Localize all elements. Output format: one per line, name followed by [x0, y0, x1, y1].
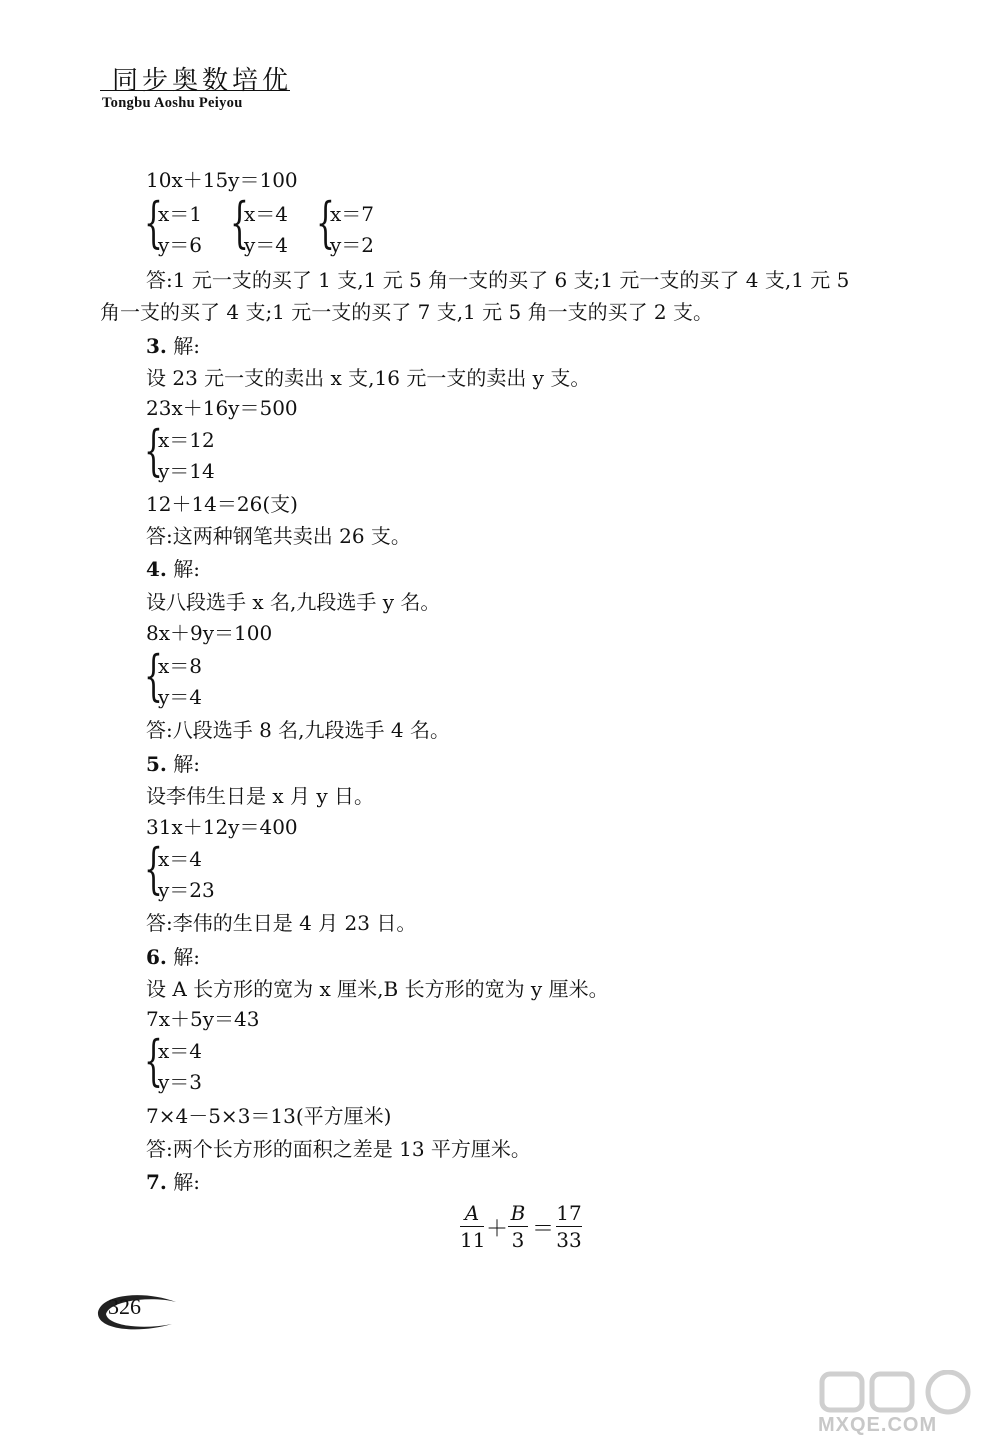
numerator: B	[510, 1201, 526, 1225]
question-3-heading	[146, 334, 200, 358]
solution-x-q3: x＝12	[158, 428, 215, 452]
calc-q3: 12＋14＝26(支)	[146, 492, 298, 516]
solve-label: 解:	[173, 334, 200, 358]
setup-q6: 设 A 长方形的宽为 x 厘米,B 长方形的宽为 y 厘米。	[146, 977, 609, 1001]
fraction-bar	[460, 1226, 484, 1227]
solution-y-q5: y＝23	[158, 878, 215, 902]
question-4-heading	[146, 557, 200, 581]
question-7-heading	[146, 1170, 200, 1194]
solution-x-q6: x＝4	[158, 1039, 203, 1063]
header-rule	[100, 90, 290, 91]
equation-q6: 7x＋5y＝43	[146, 1007, 260, 1031]
numerator: A	[464, 1201, 480, 1225]
answer-q4: 答:八段选手 8 名,九段选手 4 名。	[146, 718, 450, 742]
solution-x-q4: x＝8	[158, 654, 203, 678]
system-x: x＝1	[158, 202, 203, 226]
answer-q2-line2: 角一支的买了 4 支;1 元一支的买了 7 支,1 元 5 角一支的买了 2 支。	[100, 300, 714, 324]
question-number: 5.	[146, 752, 167, 776]
page-number: 326	[108, 1294, 141, 1319]
system-x: x＝4	[244, 202, 289, 226]
question-number: 4.	[146, 557, 167, 581]
answer-q6: 答:两个长方形的面积之差是 13 平方厘米。	[146, 1137, 531, 1161]
setup-q3: 设 23 元一支的卖出 x 支,16 元一支的卖出 y 支。	[146, 366, 591, 390]
brace-icon: {	[144, 837, 163, 900]
equation-q4: 8x＋9y＝100	[146, 621, 273, 645]
fraction-17-over-33	[556, 1202, 582, 1251]
question-5-heading	[146, 752, 200, 776]
solve-label: 解:	[173, 752, 200, 776]
answer-q3: 答:这两种钢笔共卖出 26 支。	[146, 524, 411, 548]
question-number: 3.	[146, 334, 167, 358]
setup-q5: 设李伟生日是 x 月 y 日。	[146, 784, 375, 808]
solution-y-q6: y＝3	[158, 1070, 203, 1094]
fraction-bar	[556, 1226, 582, 1227]
header-subtitle: Tongbu Aoshu Peiyou	[102, 95, 243, 111]
plus-sign: ＋	[486, 1217, 509, 1242]
solution-x-q5: x＝4	[158, 847, 203, 871]
header-title: 同步奥数培优	[112, 66, 293, 96]
brace-icon: {	[230, 191, 249, 254]
equation-q3: 23x＋16y＝500	[146, 396, 298, 420]
system-y: y＝4	[244, 233, 289, 257]
numerator: 17	[556, 1201, 582, 1225]
brace-icon: {	[144, 1029, 163, 1092]
brace-icon: {	[144, 419, 163, 482]
system-x: x＝7	[330, 202, 375, 226]
fraction-a-over-11	[460, 1202, 484, 1251]
solve-label: 解:	[173, 1170, 200, 1194]
watermark-text: MXQE.COM	[818, 1414, 938, 1436]
equals-sign: ＝	[532, 1217, 555, 1242]
question-number: 6.	[146, 945, 167, 969]
solution-y-q3: y＝14	[158, 459, 215, 483]
solution-y-q4: y＝4	[158, 685, 203, 709]
equation-q2: 10x＋15y＝100	[146, 168, 298, 192]
question-6-heading	[146, 945, 200, 969]
answer-q2-line1: 答:1 元一支的买了 1 支,1 元 5 角一支的买了 6 支;1 元一支的买了 4 支,1 元 5	[146, 268, 850, 292]
calc-q6: 7×4－5×3＝13(平方厘米)	[146, 1104, 392, 1128]
equation-q5: 31x＋12y＝400	[146, 815, 298, 839]
setup-q4: 设八段选手 x 名,九段选手 y 名。	[146, 590, 441, 614]
fraction-bar	[508, 1226, 528, 1227]
brace-icon: {	[316, 191, 335, 254]
brace-icon: {	[144, 644, 163, 707]
denominator: 3	[511, 1228, 525, 1252]
fraction-b-over-3	[508, 1202, 528, 1251]
question-number: 7.	[146, 1170, 167, 1194]
answer-q5: 答:李伟的生日是 4 月 23 日。	[146, 911, 417, 935]
system-y: y＝2	[330, 233, 375, 257]
system-y: y＝6	[158, 233, 203, 257]
solve-label: 解:	[173, 945, 200, 969]
denominator: 11	[460, 1228, 486, 1252]
denominator: 33	[556, 1228, 582, 1252]
brace-icon: {	[144, 191, 163, 254]
solve-label: 解:	[173, 557, 200, 581]
